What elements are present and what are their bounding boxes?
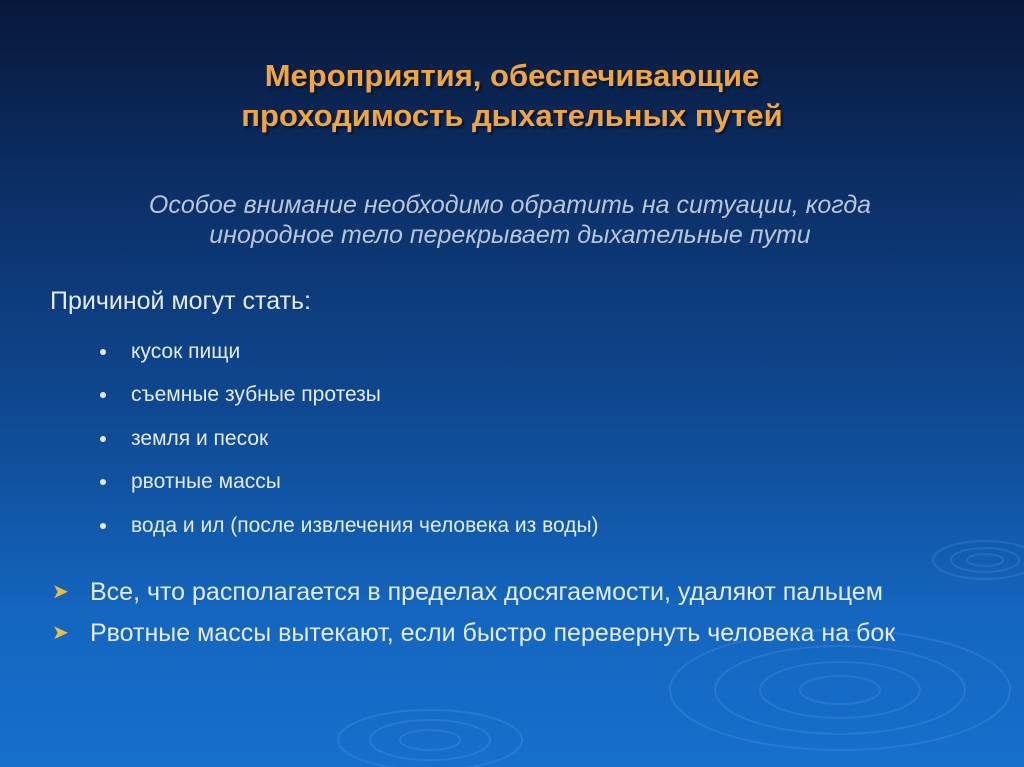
- slide-subtitle: [60, 190, 960, 250]
- slide-subtitle-line-1: Особое внимание необходимо обратить на ситуации, когда: [148, 191, 872, 219]
- list-item: [100, 417, 599, 461]
- list-item: [100, 374, 599, 418]
- dot-bullet-icon: [100, 479, 106, 485]
- list-item: [100, 504, 599, 548]
- slide-subtitle-line-2: инородное тело перекрывает дыхательные пути: [209, 221, 811, 249]
- dot-bullet-icon: [100, 392, 106, 398]
- list-item-text: рвотные массы: [131, 470, 281, 494]
- action-item: [50, 576, 950, 609]
- dot-bullet-icon: [100, 349, 106, 355]
- action-item: [50, 617, 950, 650]
- slide-title-line-1: Мероприятия, обеспечивающие: [264, 58, 760, 93]
- list-item: [100, 330, 599, 374]
- dot-bullet-icon: [100, 436, 106, 442]
- action-item-text: Все, что располагается в пределах досягаемости, удаляют пальцем: [90, 578, 883, 606]
- list-item-text: съемные зубные протезы: [131, 383, 381, 407]
- arrow-bullet-icon: ➤: [52, 581, 69, 603]
- arrow-bullet-icon: ➤: [52, 622, 69, 644]
- action-item-text: Рвотные массы вытекают, если быстро перевернуть человека на бок: [90, 619, 896, 647]
- slide-title: [0, 56, 1024, 136]
- list-item: [100, 461, 599, 505]
- causes-list: [100, 330, 599, 548]
- list-item-text: вода и ил (после извлечения человека из воды): [131, 513, 599, 537]
- list-item-text: земля и песок: [131, 426, 269, 450]
- causes-heading: Причиной могут стать:: [50, 287, 311, 315]
- dot-bullet-icon: [100, 523, 106, 529]
- list-item-text: кусок пищи: [131, 339, 241, 363]
- actions-list: [50, 576, 950, 658]
- slide-title-line-2: проходимость дыхательных путей: [241, 98, 783, 133]
